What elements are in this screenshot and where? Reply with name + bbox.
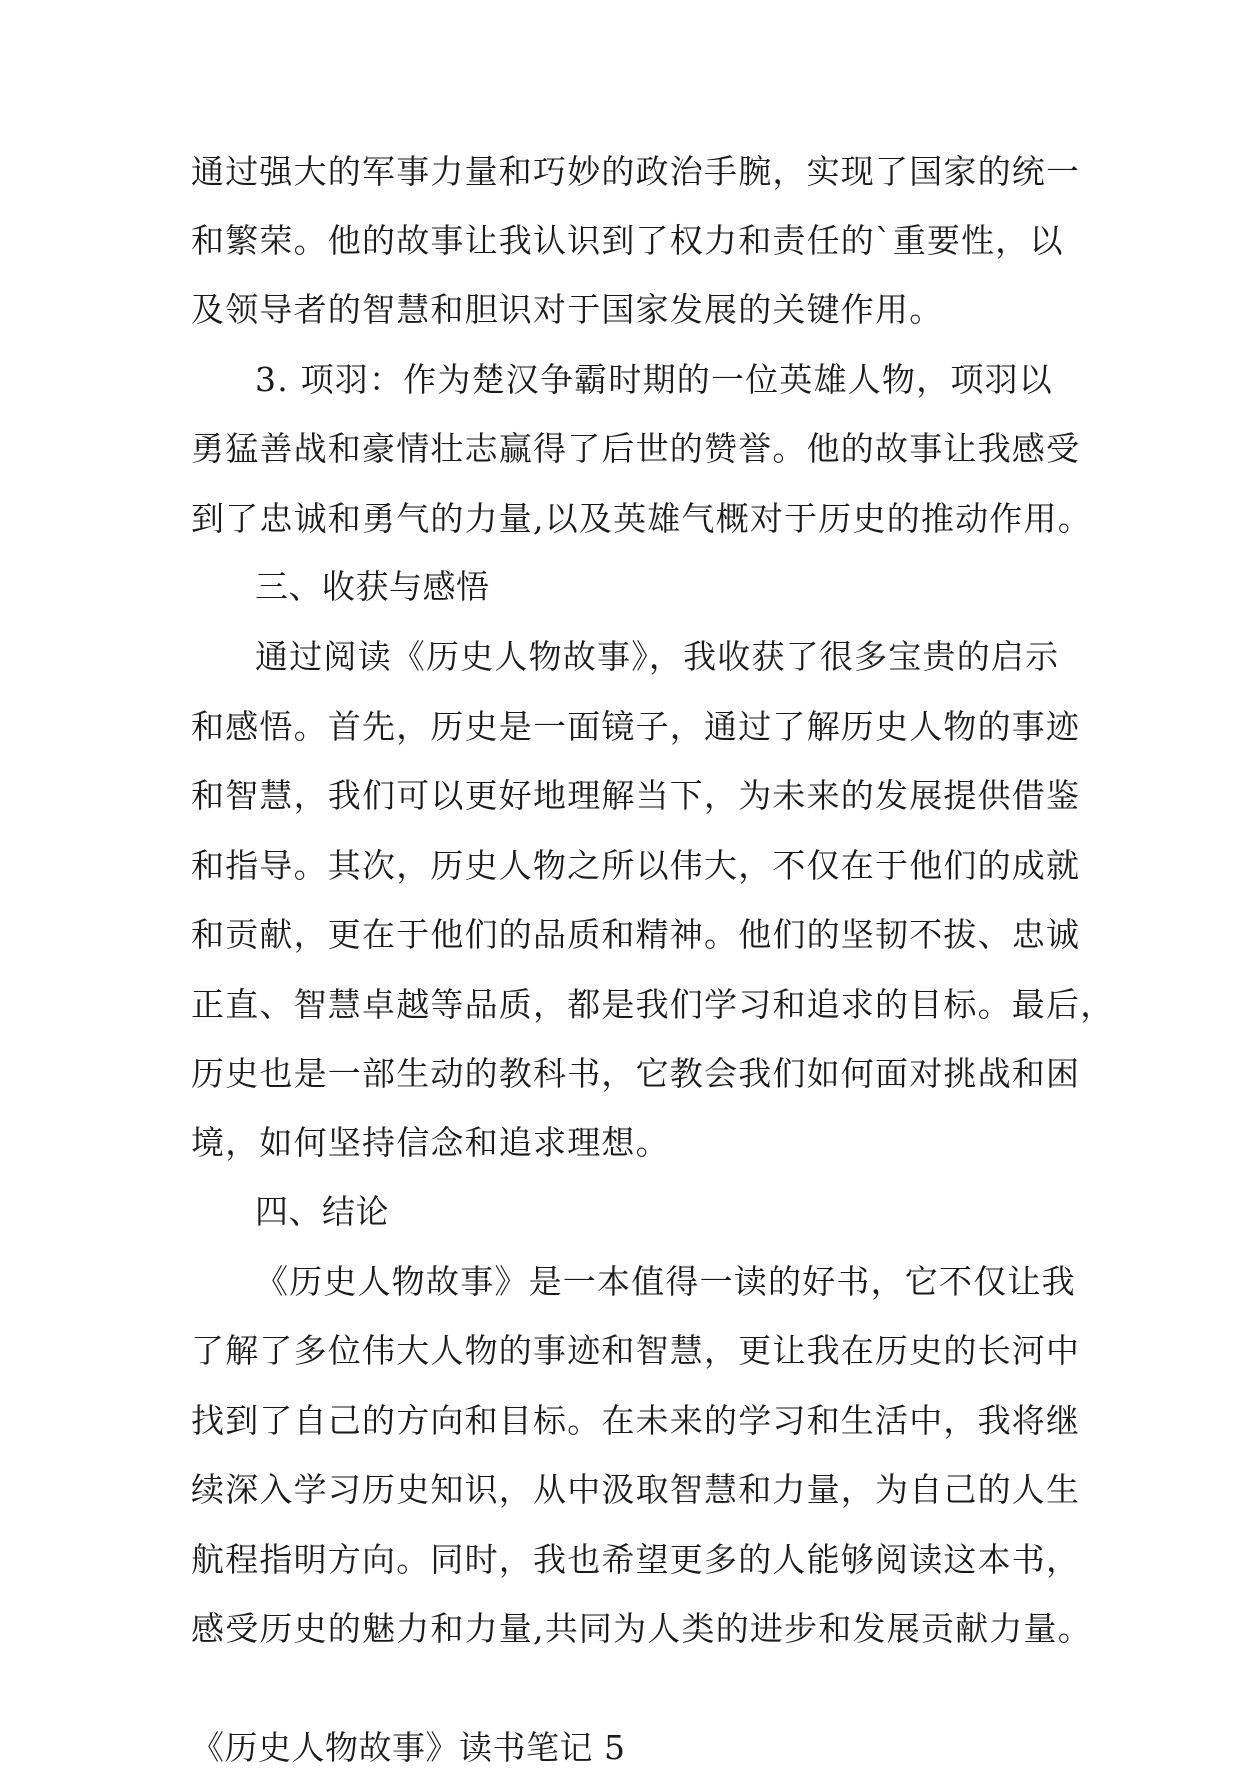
paragraph-line: 和贡献，更在于他们的品质和精神。他们的坚韧不拔、忠诚 [191,915,1081,954]
next-section-title: 《历史人物故事》读书笔记 5 [191,1728,626,1767]
paragraph-line: 通过强大的军事力量和巧妙的政治手腕，实现了国家的统一 [191,152,1081,191]
paragraph-line: 航程指明方向。同时，我也希望更多的人能够阅读这本书， [191,1540,1081,1579]
paragraph-line: 找到了自己的方向和目标。在未来的学习和生活中，我将继 [191,1401,1081,1440]
paragraph-line: 和感悟。首先，历史是一面镜子，通过了解历史人物的事迹 [191,707,1081,746]
paragraph-line: 到了忠诚和勇气的力量,以及英雄气概对于历史的推动作用。 [191,499,1092,538]
list-item-xiang-yu: 3. 项羽：作为楚汉争霸时期的一位英雄人物，项羽以 [255,360,1053,399]
paragraph-line: 及领导者的智慧和胆识对于国家发展的关键作用。 [191,290,944,329]
paragraph-line: 了解了多位伟大人物的事迹和智慧，更让我在历史的长河中 [191,1331,1081,1370]
paragraph-line: 勇猛善战和豪情壮志赢得了后世的赞誉。他的故事让我感受 [191,429,1081,468]
paragraph-line: 通过阅读《历史人物故事》，我收获了很多宝贵的启示 [255,637,1060,676]
paragraph-line: 和繁荣。他的故事让我认识到了权力和责任的`重要性，以 [191,221,1064,260]
section-heading-gains: 三、收获与感悟 [255,567,490,606]
paragraph-line: 和智慧，我们可以更好地理解当下，为未来的发展提供借鉴 [191,776,1081,815]
paragraph-line: 和指导。其次，历史人物之所以伟大，不仅在于他们的成就 [191,846,1081,885]
paragraph-line: 续深入学习历史知识，从中汲取智慧和力量，为自己的人生 [191,1470,1081,1509]
paragraph-line: 正直、智慧卓越等品质，都是我们学习和追求的目标。最后， [191,985,1115,1024]
paragraph-line: 历史也是一部生动的教科书，它教会我们如何面对挑战和困 [191,1054,1081,1093]
paragraph-line: 《历史人物故事》是一本值得一读的好书，它不仅让我 [255,1262,1076,1301]
paragraph-line: 境，如何坚持信念和追求理想。 [191,1123,670,1162]
paragraph-line: 感受历史的魅力和力量,共同为人类的进步和发展贡献力量。 [191,1609,1092,1648]
section-heading-conclusion: 四、结论 [255,1192,389,1231]
